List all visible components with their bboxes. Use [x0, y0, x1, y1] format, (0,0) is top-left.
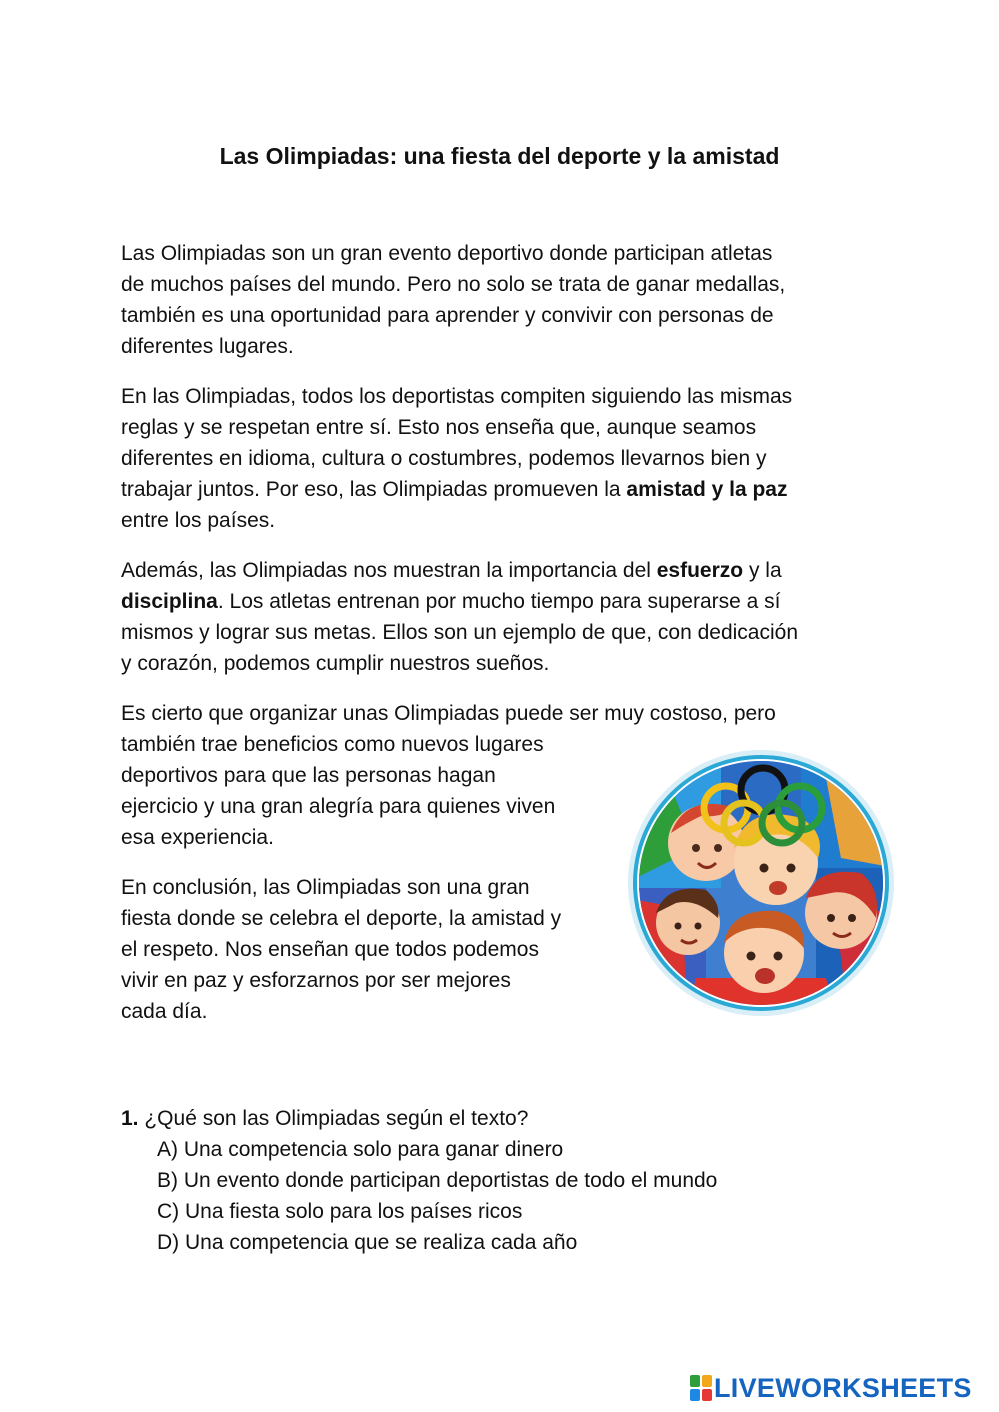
text-line: diferentes en idioma, cultura o costumbres, podemos llevarnos bien y — [121, 447, 767, 470]
kid-face-right — [805, 872, 877, 949]
text-run: y la — [743, 559, 782, 582]
text-line: de muchos países del mundo. Pero no solo se trata de ganar medallas, — [121, 273, 786, 296]
text-run: trabajar juntos. Por eso, las Olimpiadas promueven la — [121, 478, 627, 501]
text-line: también es una oportunidad para aprender y convivir con personas de — [121, 304, 774, 327]
text-line: ejercicio y una gran alegría para quienes viven — [121, 795, 556, 818]
text-line: En conclusión, las Olimpiadas son una gran — [121, 876, 530, 899]
brand-name: LIVEWORKSHEETS — [714, 1372, 972, 1403]
page-title: Las Olimpiadas: una fiesta del deporte y la amistad — [219, 143, 780, 169]
text-line: En las Olimpiadas, todos los deportistas compiten siguiendo las mismas — [121, 385, 793, 408]
paragraph-2 — [121, 381, 891, 536]
kid-face-bottom — [724, 911, 804, 993]
text-line — [121, 586, 891, 617]
text-line — [121, 555, 891, 586]
text-run: Además, las Olimpiadas nos muestran la importancia del — [121, 559, 657, 582]
question-text: ¿Qué son las Olimpiadas según el texto? — [138, 1107, 529, 1130]
text-line: diferentes lugares. — [121, 335, 294, 358]
answer-option-a[interactable]: A) Una competencia solo para ganar dinero — [157, 1138, 564, 1161]
question-1 — [121, 1103, 717, 1258]
text-line — [121, 474, 891, 505]
liveworksheets-brand — [690, 1372, 972, 1404]
paragraph-3 — [121, 555, 891, 679]
text-line: Las Olimpiadas son un gran evento deportivo donde participan atletas — [121, 242, 773, 265]
answer-option-d[interactable]: D) Una competencia que se realiza cada año — [157, 1231, 578, 1254]
question-number: 1. — [121, 1107, 139, 1130]
text-line: también trae beneficios como nuevos lugares — [121, 733, 544, 756]
text-line: entre los países. — [121, 509, 276, 532]
bold-phrase: amistad y la paz — [626, 478, 788, 501]
text-line: vivir en paz y esforzarnos por ser mejores — [121, 969, 511, 992]
kid-face-left — [656, 889, 720, 955]
text-line: fiesta donde se celebra el deporte, la amistad y — [121, 907, 562, 930]
text-line: reglas y se respetan entre sí. Esto nos enseña que, aunque seamos — [121, 416, 757, 439]
answer-option-b[interactable]: B) Un evento donde participan deportistas de todo el mundo — [157, 1169, 718, 1192]
bold-word: esfuerzo — [656, 559, 744, 582]
olympic-kids-illustration — [626, 748, 896, 1018]
text-line: mismos y lograr sus metas. Ellos son un ejemplo de que, con dedicación — [121, 621, 799, 644]
text-line: cada día. — [121, 1000, 208, 1023]
question-prompt — [121, 1103, 717, 1134]
text-line: y corazón, podemos cumplir nuestros sueños. — [121, 652, 550, 675]
liveworksheets-logo-icon — [690, 1375, 712, 1401]
paragraph-1 — [121, 238, 891, 362]
text-line: esa experiencia. — [121, 826, 274, 849]
text-line: Es cierto que organizar unas Olimpiadas puede ser muy costoso, pero — [121, 702, 776, 725]
bold-word: disciplina — [121, 590, 218, 613]
text-run: . Los atletas entrenan por mucho tiempo para superarse a sí — [217, 590, 781, 613]
text-line: el respeto. Nos enseñan que todos podemos — [121, 938, 539, 961]
answer-option-c[interactable]: C) Una fiesta solo para los países ricos — [157, 1200, 523, 1223]
text-line: deportivos para que las personas hagan — [121, 764, 496, 787]
